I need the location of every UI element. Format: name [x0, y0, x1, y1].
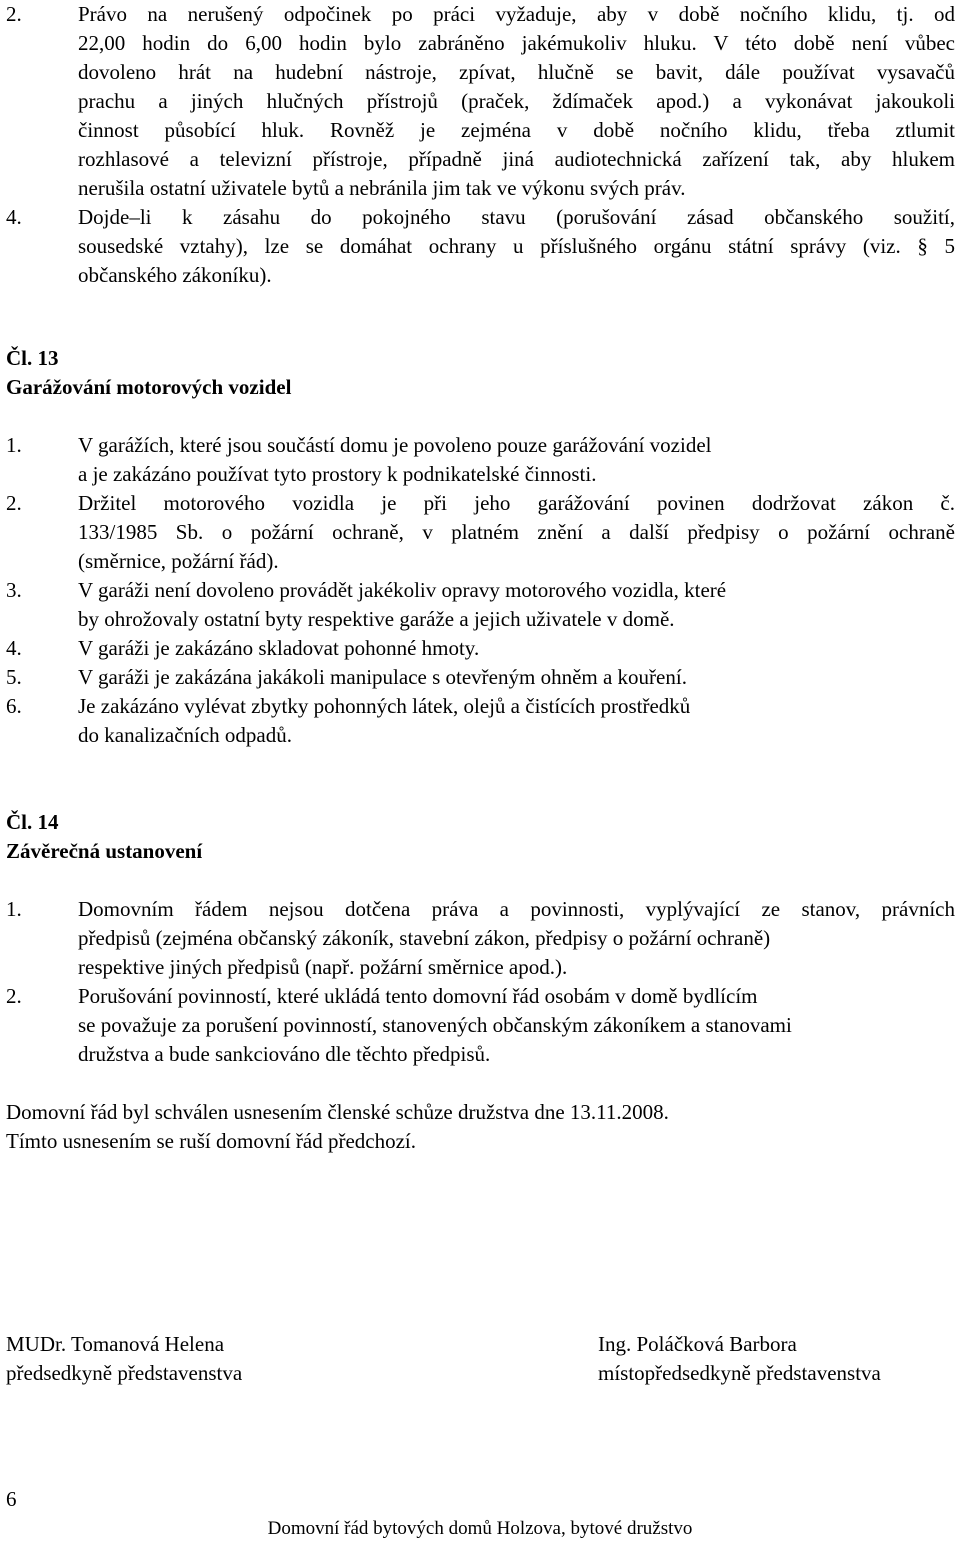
list-number: 2.: [6, 491, 22, 515]
signature-left-role: předsedkyně představenstva: [6, 1361, 243, 1385]
paragraph-line: prachu a jiných hlučných přístrojů (praček, ždímaček apod.) a vykonávat jakoukoli: [78, 89, 955, 113]
paragraph-line: družstva a bude sankciováno dle těchto předpisů.: [78, 1042, 491, 1066]
article-14-label: Čl. 14: [6, 810, 59, 834]
paragraph-line: Domovním řádem nejsou dotčena práva a povinnosti, vyplývající ze stanov, právních: [78, 897, 955, 921]
article-13-label: Čl. 13: [6, 346, 59, 370]
paragraph-line: se považuje za porušení povinností, stanovených občanským zákoníkem a stanovami: [78, 1013, 792, 1037]
paragraph-line: Držitel motorového vozidla je při jeho garážování povinen dodržovat zákon č.: [78, 491, 955, 515]
paragraph-line: (směrnice, požární řád).: [78, 549, 279, 573]
paragraph-line: V garáži je zakázáno skladovat pohonné hmoty.: [78, 636, 480, 660]
paragraph-line: nerušila ostatní uživatele bytů a nebránila jim tak ve výkonu svých práv.: [78, 176, 686, 200]
paragraph-line: do kanalizačních odpadů.: [78, 723, 292, 747]
paragraph-line: a je zakázáno používat tyto prostory k podnikatelské činnosti.: [78, 462, 597, 486]
paragraph-line: předpisů (zejména občanský zákoník, stavební zákon, předpisy o požární ochraně): [78, 926, 771, 950]
list-number: 6.: [6, 694, 22, 718]
paragraph-line: rozhlasové a televizní přístroje, případně jiná audiotechnická zařízení tak, aby hlukem: [78, 147, 955, 171]
paragraph-line: Porušování povinností, které ukládá tento domovní řád osobám v domě bydlícím: [78, 984, 758, 1008]
list-number: 3.: [6, 578, 22, 602]
page-footer: Domovní řád bytových domů Holzova, bytové družstvo: [267, 1518, 693, 1539]
list-number: 2.: [6, 984, 22, 1008]
paragraph-line: V garážích, které jsou součástí domu je povoleno pouze garážování vozidel: [78, 433, 712, 457]
list-number: 4.: [6, 636, 22, 660]
paragraph-line: Je zakázáno vylévat zbytky pohonných látek, olejů a čistících prostředků: [78, 694, 691, 718]
list-number: 4.: [6, 205, 22, 229]
paragraph-line: činnost působící hluk. Rovněž je zejména v době nočního klidu, třeba ztlumit: [78, 118, 955, 142]
paragraph-line: respektive jiných předpisů (např. požární směrnice apod.).: [78, 955, 568, 979]
paragraph-line: 22,00 hodin do 6,00 hodin bylo zabráněno jakémukoliv hluku. V této době není vůbec: [78, 31, 955, 55]
paragraph-line: dovoleno hrát na hudební nástroje, zpívat, hlučně se bavit, dále používat vysavačů: [78, 60, 955, 84]
list-number: 1.: [6, 897, 22, 921]
signature-right-role: místopředsedkyně představenstva: [598, 1361, 881, 1385]
approval-text: Domovní řád byl schválen usnesením členské schůze družstva dne 13.11.2008.: [6, 1100, 669, 1124]
paragraph-line: občanského zákoníku).: [78, 263, 272, 287]
paragraph-line: Právo na nerušený odpočinek po práci vyžaduje, aby v době nočního klidu, tj. od: [78, 2, 955, 26]
article-14-title: Závěrečná ustanovení: [6, 839, 203, 863]
list-number: 2.: [6, 2, 22, 26]
paragraph-line: sousedské vztahy), lze se domáhat ochrany u příslušného orgánu státní správy (viz. § 5: [78, 234, 955, 258]
signature-right-name: Ing. Poláčková Barbora: [598, 1332, 797, 1356]
paragraph-line: 133/1985 Sb. o požární ochraně, v platném znění a další předpisy o požární ochraně: [78, 520, 955, 544]
paragraph-line: by ohrožovaly ostatní byty respektive garáže a jejich uživatele v domě.: [78, 607, 675, 631]
list-number: 5.: [6, 665, 22, 689]
article-13-title: Garážování motorových vozidel: [6, 375, 292, 399]
paragraph-line: V garáži je zakázána jakákoli manipulace s otevřeným ohněm a kouření.: [78, 665, 687, 689]
approval-text: Tímto usnesením se ruší domovní řád předchozí.: [6, 1129, 417, 1153]
paragraph-line: Dojde–li k zásahu do pokojného stavu (porušování zásad občanského soužití,: [78, 205, 955, 229]
list-number: 1.: [6, 433, 22, 457]
signature-left-name: MUDr. Tomanová Helena: [6, 1332, 225, 1356]
paragraph-line: V garáži není dovoleno provádět jakékoliv opravy motorového vozidla, které: [78, 578, 727, 602]
page-number: 6: [6, 1487, 17, 1511]
